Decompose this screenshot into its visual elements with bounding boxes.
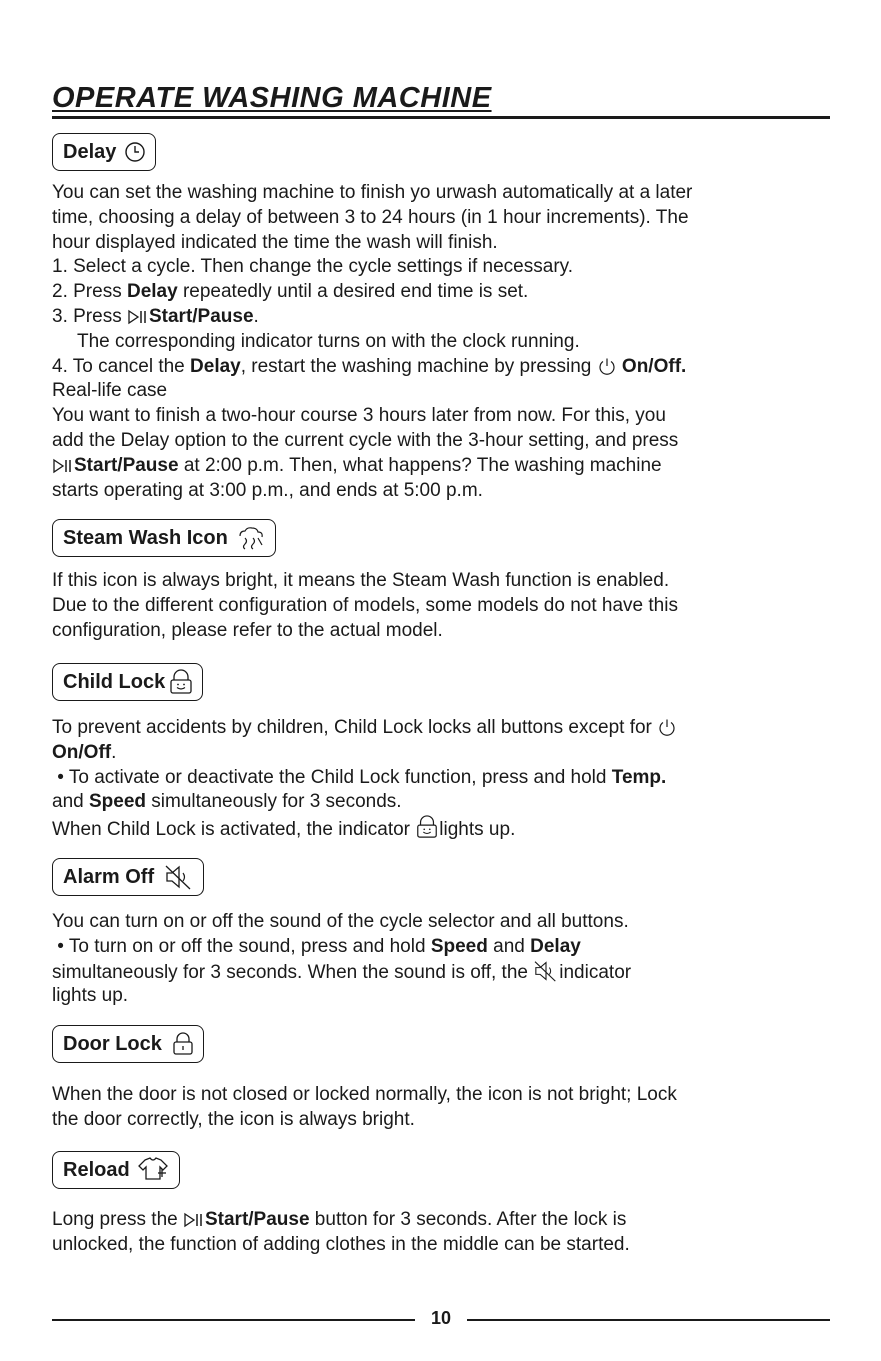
text-line: • To turn on or off the sound, press and hold Speed and Delay bbox=[57, 935, 581, 957]
alarm-off-heading bbox=[52, 858, 204, 896]
text-line: To prevent accidents by children, Child Lock locks all buttons except for bbox=[52, 716, 842, 741]
alarm-off-body bbox=[52, 910, 842, 1009]
power-icon bbox=[657, 718, 677, 736]
start-pause-icon bbox=[52, 458, 74, 474]
clock-icon bbox=[124, 141, 146, 163]
alarm-off-label: Alarm Off bbox=[63, 865, 155, 888]
mute-icon bbox=[533, 960, 559, 982]
start-pause-icon bbox=[183, 1212, 205, 1228]
text-line: When Child Lock is activated, the indicator lights up. bbox=[52, 815, 842, 840]
text-line: Due to the different configuration of models, some models do not have this bbox=[52, 594, 678, 616]
text-line: simultaneously for 3 seconds. When the sound is off, the indicator bbox=[52, 961, 632, 983]
steam-label: Steam Wash Icon bbox=[63, 526, 228, 549]
text-line: You can set the washing machine to finish yo urwash automatically at a later bbox=[52, 182, 693, 203]
child-lock-icon bbox=[415, 815, 439, 839]
text-line: If this icon is always bright, it means the Steam Wash function is enabled. bbox=[52, 570, 670, 591]
text-line: You want to finish a two-hour course 3 hours later from now. For this, you bbox=[52, 405, 666, 427]
power-icon bbox=[597, 357, 617, 375]
steam-heading bbox=[52, 519, 276, 557]
text-line: the door correctly, the icon is always bright. bbox=[52, 1108, 415, 1130]
step-3-note: The corresponding indicator turns on with the clock running. bbox=[77, 330, 580, 352]
child-lock-body bbox=[52, 716, 842, 840]
page-number: 10 bbox=[430, 1308, 452, 1328]
steam-body bbox=[52, 569, 842, 643]
case-title: Real-life case bbox=[52, 380, 168, 402]
delay-heading bbox=[52, 133, 156, 171]
text-line: configuration, please refer to the actual model. bbox=[52, 619, 443, 641]
step-4: 4. To cancel the Delay, restart the washing machine by pressing On/Off. bbox=[52, 355, 687, 377]
page-title bbox=[52, 80, 830, 119]
page-title-text: OPERATE WASHING MACHINE bbox=[52, 82, 492, 114]
text-line: When the door is not closed or locked normally, the icon is not bright; Lock bbox=[52, 1084, 677, 1105]
start-pause-icon bbox=[127, 309, 149, 325]
text-line: hour displayed indicated the time the wash will finish. bbox=[52, 231, 498, 253]
text-line: Start/Pause at 2:00 p.m. Then, what happens? The washing machine bbox=[52, 454, 842, 479]
text-line: and Speed simultaneously for 3 seconds. bbox=[52, 791, 402, 813]
text-line: Long press the Start/Pause button for 3 seconds. After the lock is bbox=[52, 1209, 627, 1230]
reload-body bbox=[52, 1208, 842, 1258]
door-lock-body bbox=[52, 1083, 842, 1133]
reload-heading bbox=[52, 1151, 180, 1189]
reload-label: Reload bbox=[63, 1158, 130, 1181]
step-1: 1. Select a cycle. Then change the cycle settings if necessary. bbox=[52, 256, 574, 278]
text-line: lights up. bbox=[52, 985, 129, 1007]
step-3: 3. Press Start/Pause. bbox=[52, 305, 259, 327]
text-line: • To activate or deactivate the Child Lock function, press and hold Temp. bbox=[57, 766, 667, 788]
footer-rule-left bbox=[52, 1319, 415, 1321]
door-lock-heading bbox=[52, 1025, 204, 1063]
door-lock-icon bbox=[172, 1032, 194, 1056]
text-line: You can turn on or off the sound of the cycle selector and all buttons. bbox=[52, 911, 629, 932]
text-line: unlocked, the function of adding clothes in the middle can be started. bbox=[52, 1233, 630, 1255]
delay-body bbox=[52, 181, 842, 503]
child-lock-heading bbox=[52, 663, 203, 701]
step-2: 2. Press Delay repeatedly until a desired end time is set. bbox=[52, 281, 529, 303]
text-line: On/Off. bbox=[52, 741, 117, 763]
child-lock-label: Child Lock bbox=[63, 670, 166, 693]
mute-icon bbox=[164, 864, 194, 890]
delay-label: Delay bbox=[63, 140, 117, 163]
text-line: starts operating at 3:00 p.m., and ends at 5:00 p.m. bbox=[52, 479, 483, 501]
door-lock-label: Door Lock bbox=[63, 1032, 162, 1055]
child-lock-icon bbox=[169, 669, 193, 695]
text-line: time, choosing a delay of between 3 to 24 hours (in 1 hour increments). The bbox=[52, 206, 689, 228]
steam-icon bbox=[236, 526, 266, 550]
text-line: add the Delay option to the current cycle with the 3-hour setting, and press bbox=[52, 429, 679, 451]
footer-rule-right bbox=[467, 1319, 830, 1321]
reload-shirt-icon bbox=[136, 1156, 170, 1184]
